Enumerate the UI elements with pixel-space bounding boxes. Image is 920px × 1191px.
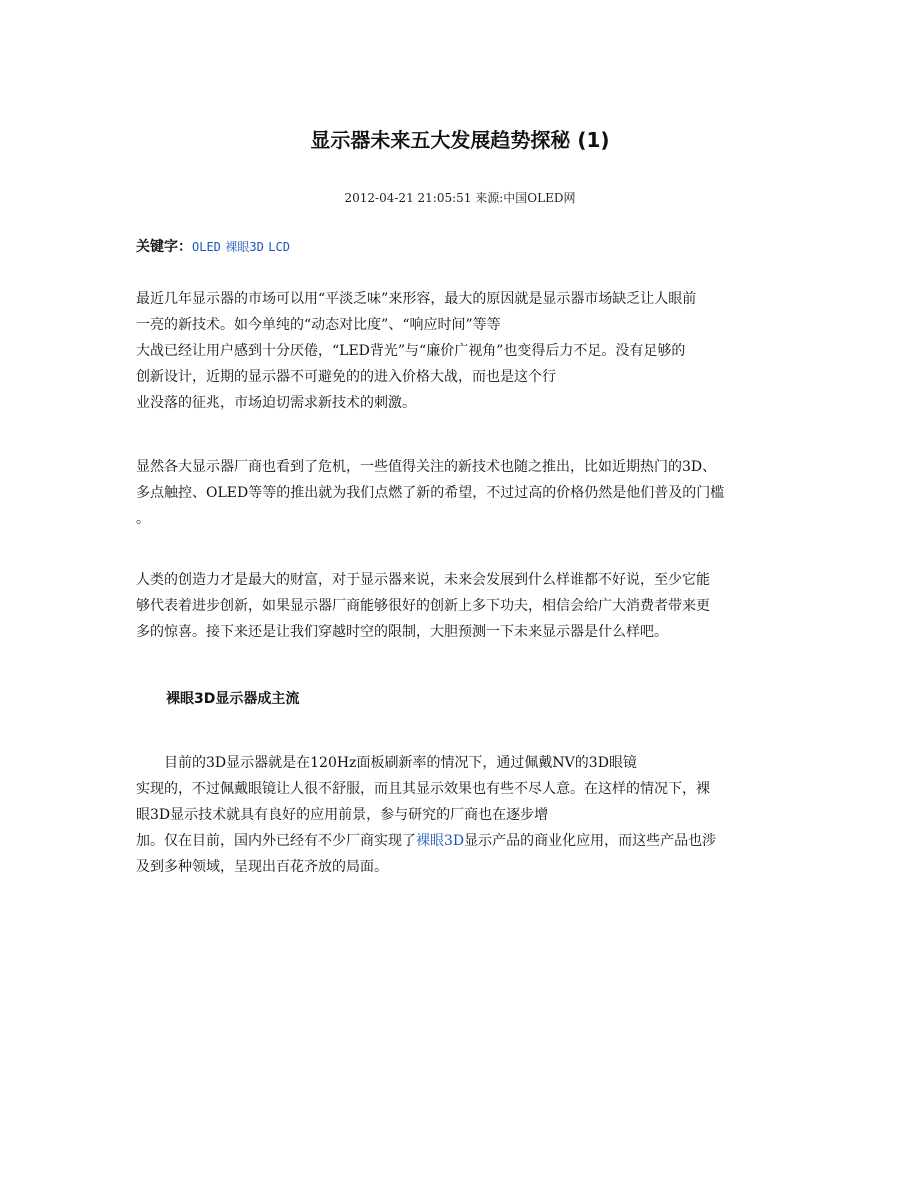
section-heading: 裸眼3D显示器成主流 <box>166 691 300 707</box>
paragraph-line: 够代表着进步创新，如果显示器厂商能够很好的创新上多下功夫，相信会给广大消费者带来更 <box>136 598 710 614</box>
paragraph-creativity <box>136 567 786 645</box>
paragraph-line: 创新设计，近期的显示器不可避免的的进入价格大战，而也是这个行 <box>136 369 556 385</box>
keyword-link-oled[interactable]: OLED <box>192 240 221 254</box>
paragraph-line: 目前的3D显示器就是在120Hz面板刷新率的情况下，通过佩戴NV的3D眼镜 <box>164 755 637 771</box>
keywords-label: 关键字： <box>136 239 192 255</box>
paragraph-line: 。 <box>136 511 150 527</box>
paragraph-line: 大战已经让用户感到十分厌倦，“LED背光”与“廉价广视角”也变得后力不足。没有足够的 <box>136 343 686 359</box>
paragraph-intro <box>136 286 786 416</box>
paragraph-line: 人类的创造力才是最大的财富，对于显示器来说，未来会发展到什么样谁都不好说，至少它能 <box>136 572 710 588</box>
article-meta: 2012-04-21 21:05:51 来源:中国OLED网 <box>344 191 576 205</box>
paragraph-line: 一亮的新技术。如今单纯的“动态对比度”、“响应时间”等等 <box>136 317 501 333</box>
paragraph-line: 多的惊喜。接下来还是让我们穿越时空的限制，大胆预测一下未来显示器是什么样吧。 <box>136 624 668 640</box>
paragraph-line: 眼3D显示技术就具有良好的应用前景，参与研究的厂商也在逐步增 <box>136 807 549 823</box>
inline-link-glasses-free-3d[interactable]: 裸眼3D <box>416 833 465 849</box>
paragraph-text: 加。仅在目前，国内外已经有不少厂商实现了 <box>136 833 416 849</box>
keyword-link-lcd[interactable]: LCD <box>268 240 290 254</box>
paragraph-line: 及到多种领域，呈现出百花齐放的局面。 <box>136 859 388 875</box>
paragraph-line: 显然各大显示器厂商也看到了危机，一些值得关注的新技术也随之推出，比如近期热门的3D、 <box>136 459 717 475</box>
keyword-link-glasses-free-3d[interactable]: 裸眼3D <box>225 240 264 254</box>
paragraph-line: 实现的，不过佩戴眼镜让人很不舒服，而且其显示效果也有些不尽人意。在这样的情况下，裸 <box>136 781 710 797</box>
paragraph-glasses-free-3d <box>136 750 786 880</box>
paragraph-line: 多点触控、OLED等等的推出就为我们点燃了新的希望，不过过高的价格仍然是他们普及的门槛 <box>136 485 725 501</box>
keywords-row <box>136 237 290 257</box>
paragraph-crisis <box>136 454 786 532</box>
paragraph-line: 最近几年显示器的市场可以用“平淡乏味”来形容，最大的原因就是显示器市场缺乏让人眼前 <box>136 291 697 307</box>
paragraph-line: 业没落的征兆，市场迫切需求新技术的刺激。 <box>136 395 416 411</box>
paragraph-line-with-link <box>136 828 786 854</box>
paragraph-text: 显示产品的商业化应用，而这些产品也涉 <box>464 833 717 849</box>
article-title: 显示器未来五大发展趋势探秘 (1) <box>310 128 610 152</box>
